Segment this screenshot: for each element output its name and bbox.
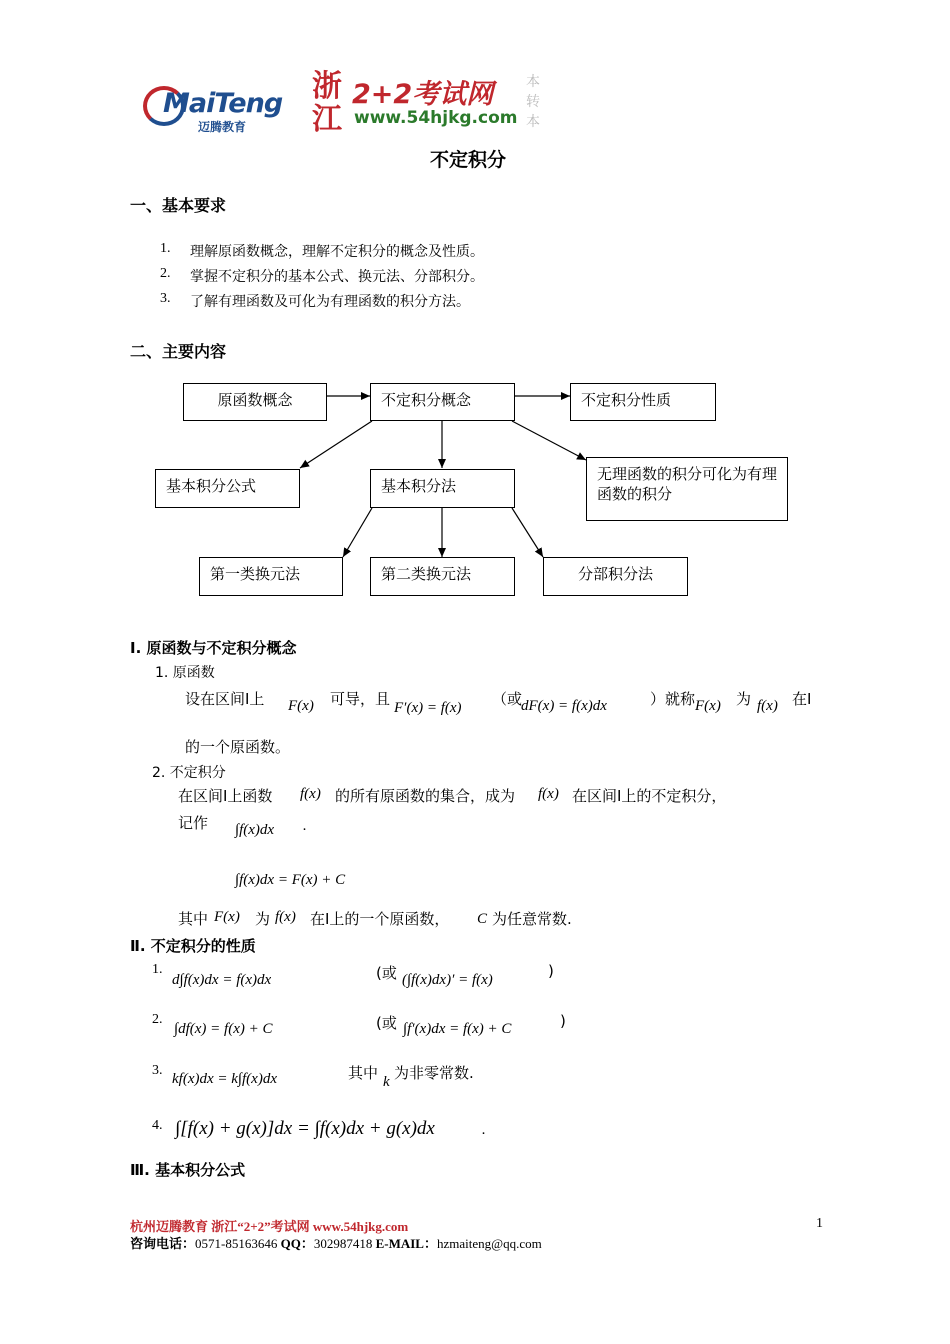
zj-logo-side: 本转本 (526, 74, 540, 130)
zj-logo-title: 2+2考试网 (352, 79, 494, 110)
section1-heading: 一、基本要求 (130, 196, 227, 215)
where-text-b: 为 (255, 910, 271, 928)
box-di2: 第二类换元法 (370, 557, 515, 596)
prop2-alt-a: (或 (376, 1014, 397, 1032)
def-eq1: F′(x) = f(x) (394, 700, 462, 716)
def-f: f(x) (757, 698, 778, 714)
maiteng-logo-name: MaiTeng (163, 88, 283, 119)
box-fangfa: 基本积分法 (370, 469, 515, 508)
integral-equation: ∫f(x)dx = F(x) + C (235, 872, 346, 888)
box-gongshi: 基本积分公式 (155, 469, 300, 508)
prop3-text-a: 其中 (348, 1064, 379, 1082)
def-text-d: ）就称 (650, 690, 696, 708)
prop3-num: 3. (152, 1063, 163, 1078)
where-F: F(x) (214, 909, 240, 925)
prop4-num: 4. (152, 1118, 163, 1133)
def-text-b: 可导，且 (330, 690, 391, 708)
prop2-num: 2. (152, 1012, 163, 1027)
box-wuli: 无理函数的积分可化为有理函数的积分 (586, 457, 788, 521)
prop1-alt-b: ) (548, 962, 554, 980)
part1-sub1: 1. 原函数 (155, 665, 215, 681)
where-text-d: 为任意常数. (492, 910, 572, 928)
def-eq2: dF(x) = f(x)dx (521, 698, 607, 714)
footer-line2 (130, 1233, 542, 1252)
part3-heading: Ⅲ. 基本积分公式 (130, 1161, 246, 1179)
req-num-2: 2. (160, 266, 171, 281)
box-yuanhanshu: 原函数概念 (183, 383, 327, 421)
footer-phone: 0571-85163646 (195, 1236, 278, 1251)
prop3-eq: kf(x)dx = k∫f(x)dx (172, 1071, 277, 1087)
section2-heading: 二、主要内容 (130, 342, 227, 361)
footer-mail-label: E-MAIL： (375, 1236, 437, 1251)
req-num-1: 1. (160, 241, 171, 256)
def-text-g: 在Ⅰ (792, 690, 812, 708)
req-num-3: 3. (160, 291, 171, 306)
footer-qq-label: QQ： (280, 1236, 314, 1251)
req-text-1: 理解原函数概念，理解不定积分的概念及性质。 (190, 244, 484, 260)
def-text-h: 的一个原函数。 (185, 738, 291, 756)
prop2-alt-eq: ∫f′(x)dx = f(x) + C (403, 1021, 512, 1037)
prop3-text-b: 为非零常数. (394, 1064, 474, 1082)
page-title: 不定积分 (430, 149, 507, 171)
prop4-eq: ∫[f(x) + g(x)]dx = ∫f(x)dx + g(x)dx (175, 1118, 435, 1139)
part1-sub2: 2. 不定积分 (152, 765, 226, 781)
def-F2: F(x) (695, 698, 721, 714)
def-text-a: 设在区间Ⅰ上 (185, 690, 265, 708)
part1-heading: Ⅰ. 原函数与不定积分概念 (130, 639, 297, 657)
prop1-alt-a: (或 (376, 964, 397, 982)
ind-f2: f(x) (538, 786, 559, 802)
prop1-eq: d∫f(x)dx = f(x)dx (172, 972, 272, 988)
box-fenbu: 分部积分法 (543, 557, 688, 596)
maiteng-logo-sub: 迈腾教育 (198, 120, 247, 134)
footer-line1: 杭州迈腾教育 浙江“2+2”考试网 www.54hjkg.com (130, 1219, 409, 1234)
prop1-alt-eq: (∫f(x)dx)′ = f(x) (402, 972, 493, 988)
ind-f: f(x) (300, 786, 321, 802)
ind-text-a: 在区间Ⅰ上函数 (178, 787, 273, 805)
footer-phone-label: 咨询电话： (130, 1236, 196, 1251)
ind-text-b: 的所有原函数的集合，成为 (335, 787, 516, 805)
integral-notation: ∫f(x)dx (235, 822, 275, 838)
where-C: C (477, 911, 488, 927)
prop2-alt-b: ) (560, 1012, 566, 1030)
prop2-eq: ∫df(x) = f(x) + C (174, 1021, 273, 1037)
zj-logo-chars: 浙江 (312, 69, 342, 137)
req-text-3: 了解有理函数及可化为有理函数的积分方法。 (190, 294, 470, 310)
box-budingjifen: 不定积分概念 (370, 383, 515, 421)
page-number: 1 (816, 1216, 823, 1231)
def-text-c: （或 (492, 690, 523, 708)
def-F: F(x) (288, 698, 314, 714)
footer-qq: 302987418 (313, 1236, 373, 1251)
integral-notation-dot: . (303, 818, 307, 834)
footer-mail: hzmaiteng@qq.com (436, 1236, 542, 1251)
where-text-c: 在Ⅰ上的一个原函数， (310, 910, 450, 928)
part2-heading: Ⅱ. 不定积分的性质 (130, 937, 256, 955)
prop4-dot: . (482, 1122, 486, 1138)
def-text-e: 为 (736, 690, 752, 708)
zj-logo-url: www.54hjkg.com (354, 108, 518, 128)
where-f: f(x) (275, 909, 296, 925)
where-text-a: 其中 (178, 910, 209, 928)
box-di1: 第一类换元法 (199, 557, 343, 596)
prop1-num: 1. (152, 962, 163, 977)
prop3-k: k (383, 1074, 390, 1090)
req-text-2: 掌握不定积分的基本公式、换元法、分部积分。 (190, 269, 484, 285)
jizuo-text: 记作 (178, 814, 209, 832)
box-xingzhi: 不定积分性质 (570, 383, 716, 421)
ind-text-c: 在区间Ⅰ上的不定积分， (572, 787, 727, 805)
